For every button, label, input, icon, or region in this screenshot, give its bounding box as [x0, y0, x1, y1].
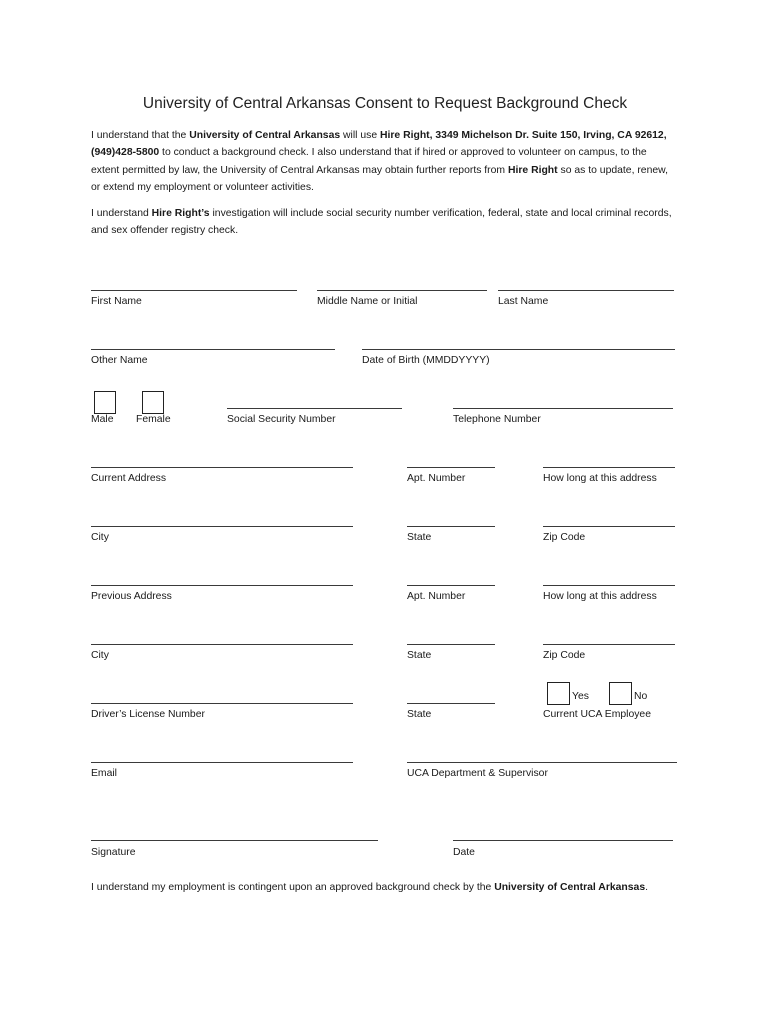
how-long-1-label: How long at this address [543, 473, 657, 484]
intro-text-3: to conduct a background check. I also understand that if hired or approved to volunteer on campus, to the extent permitted by law, the University of Central Arkansas may obtain further reports from [91, 147, 647, 176]
male-label: Male [91, 414, 114, 425]
telephone-label: Telephone Number [453, 414, 541, 425]
middle-name-label: Middle Name or Initial [317, 296, 418, 307]
uca-department-field[interactable] [407, 762, 677, 763]
other-name-field[interactable] [91, 349, 335, 350]
male-checkbox[interactable] [94, 391, 116, 414]
drivers-license-label: Driver’s License Number [91, 709, 205, 720]
intro-bold-hireright-address: Hire Right, 3349 Michelson Dr. Suite 150, Irving, CA 92612, (949)428-5800 [91, 130, 667, 159]
last-name-field[interactable] [498, 290, 674, 291]
drivers-license-field[interactable] [91, 703, 353, 704]
investigation-text-2: investigation will include social security number verification, federal, state and local criminal records, and sex offender registry check. [91, 208, 672, 237]
city-2-label: City [91, 650, 109, 661]
first-name-field[interactable] [91, 290, 297, 291]
state-1-field[interactable] [407, 526, 495, 527]
state-2-label: State [407, 650, 432, 661]
dob-label: Date of Birth (MMDDYYYY) [362, 355, 490, 366]
signature-label: Signature [91, 847, 136, 858]
yes-label: Yes [572, 691, 589, 702]
intro-bold-hireright: Hire Right [507, 164, 558, 176]
zip-1-field[interactable] [543, 526, 675, 527]
state-2-field[interactable] [407, 644, 495, 645]
city-1-label: City [91, 532, 109, 543]
city-1-field[interactable] [91, 526, 353, 527]
closing-bold-university: University of Central Arkansas [494, 882, 646, 893]
how-long-2-field[interactable] [543, 585, 675, 586]
intro-paragraph [91, 127, 675, 196]
intro-text-2: will use [340, 130, 380, 141]
middle-name-field[interactable] [317, 290, 487, 291]
ssn-label: Social Security Number [227, 414, 336, 425]
apt-number-1-label: Apt. Number [407, 473, 466, 484]
closing-text-1: I understand my employment is contingent upon an approved background check by the [91, 882, 495, 893]
signature-field[interactable] [91, 840, 378, 841]
other-name-label: Other Name [91, 355, 148, 366]
last-name-label: Last Name [498, 296, 549, 307]
current-address-label: Current Address [91, 473, 167, 484]
female-checkbox[interactable] [142, 391, 164, 414]
how-long-1-field[interactable] [543, 467, 675, 468]
no-checkbox[interactable] [609, 682, 632, 705]
closing-paragraph [91, 879, 661, 896]
female-label: Female [136, 414, 171, 425]
yes-checkbox[interactable] [547, 682, 570, 705]
uca-department-label: UCA Department & Supervisor [407, 768, 548, 779]
intro-bold-university: University of Central Arkansas [189, 130, 341, 141]
ssn-field[interactable] [227, 408, 402, 409]
telephone-field[interactable] [453, 408, 673, 409]
closing-text-2: . [645, 882, 648, 893]
dob-field[interactable] [362, 349, 675, 350]
state-3-label: State [407, 709, 432, 720]
previous-address-label: Previous Address [91, 591, 172, 602]
investigation-text-1: I understand [91, 208, 152, 219]
city-2-field[interactable] [91, 644, 353, 645]
apt-number-1-field[interactable] [407, 467, 495, 468]
apt-number-2-label: Apt. Number [407, 591, 466, 602]
state-1-label: State [407, 532, 432, 543]
first-name-label: First Name [91, 296, 142, 307]
date-field[interactable] [453, 840, 673, 841]
form-title: University of Central Arkansas Consent to Request Background Check [142, 95, 628, 112]
apt-number-2-field[interactable] [407, 585, 495, 586]
zip-2-label: Zip Code [543, 650, 586, 661]
email-label: Email [91, 768, 117, 779]
how-long-2-label: How long at this address [543, 591, 657, 602]
no-label: No [634, 691, 648, 702]
investigation-paragraph [91, 205, 675, 240]
state-3-field[interactable] [407, 703, 495, 704]
intro-text-1: I understand that the [91, 130, 190, 141]
investigation-bold-hireright: Hire Right’s [151, 208, 210, 219]
current-uca-employee-label: Current UCA Employee [543, 709, 651, 720]
email-field[interactable] [91, 762, 353, 763]
date-label: Date [453, 847, 475, 858]
current-address-field[interactable] [91, 467, 353, 468]
intro-text-4: so as to update, renew, or extend my employment or volunteer activities. [91, 164, 668, 193]
zip-1-label: Zip Code [543, 532, 586, 543]
zip-2-field[interactable] [543, 644, 675, 645]
previous-address-field[interactable] [91, 585, 353, 586]
